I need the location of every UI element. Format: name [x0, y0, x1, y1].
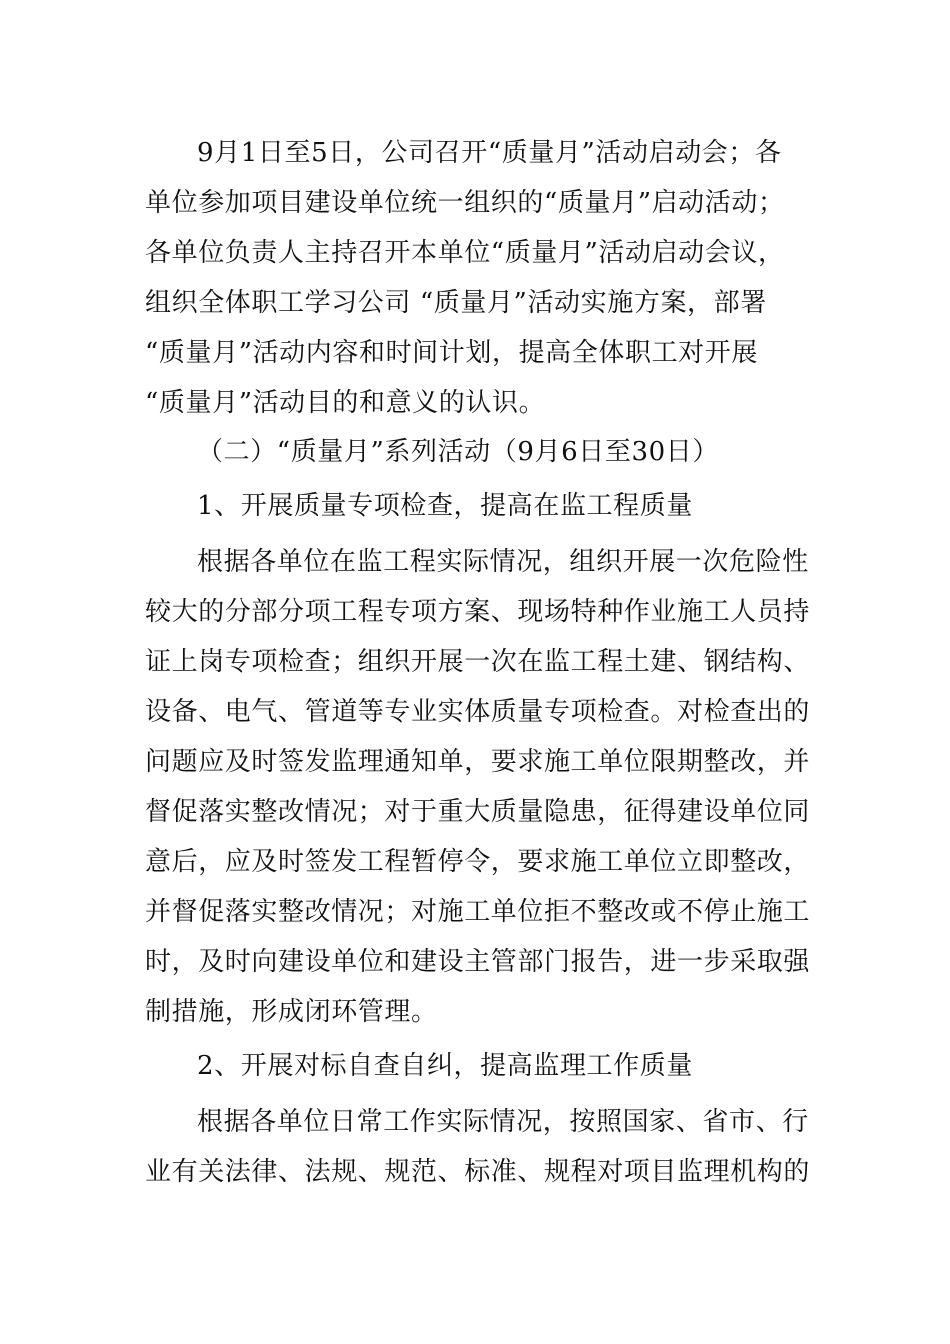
paragraph-1-line-6: “质量月”活动目的和意义的认识。 [145, 388, 546, 418]
paragraph-2-line-6: 督促落实整改情况；对于重大质量隐患，征得建设单位同 [145, 797, 811, 827]
paragraph-1-line-5: “质量月”活动内容和时间计划，提高全体职工对开展 [145, 338, 758, 368]
paragraph-3-line-2: 业有关法律、法规、规范、标准、规程对项目监理机构的 [145, 1157, 811, 1187]
paragraph-2-line-4: 设备、电气、管道等专业实体质量专项检查。对检查出的 [145, 697, 811, 727]
paragraph-1-line-3: 各单位负责人主持召开本单位“质量月”活动启动会议， [145, 238, 785, 268]
paragraph-2-line-8: 并督促落实整改情况；对施工单位拒不整改或不停止施工 [145, 897, 811, 927]
section-heading: （二）“质量月”系列活动（9月6日至30日） [197, 437, 719, 467]
paragraph-1-line-1: 9月1日至5日，公司召开“质量月”活动启动会；各 [197, 138, 782, 168]
paragraph-1-line-4: 组织全体职工学习公司 “质量月”活动实施方案，部署 [145, 288, 767, 318]
paragraph-1-line-2: 单位参加项目建设单位统一组织的“质量月”启动活动； [145, 188, 785, 218]
paragraph-2-line-9: 时，及时向建设单位和建设主管部门报告，进一步采取强 [145, 947, 811, 977]
paragraph-2-line-5: 问题应及时签发监理通知单，要求施工单位限期整改，并 [145, 747, 811, 777]
paragraph-2-line-3: 证上岗专项检查；组织开展一次在监工程土建、钢结构、 [145, 647, 811, 677]
paragraph-2-line-1: 根据各单位在监工程实际情况，组织开展一次危险性 [197, 547, 809, 577]
paragraph-2-line-7: 意后，应及时签发工程暂停令，要求施工单位立即整改， [145, 847, 811, 877]
paragraph-2-line-10: 制措施，形成闭环管理。 [145, 997, 438, 1027]
paragraph-3-line-1: 根据各单位日常工作实际情况，按照国家、省市、行 [197, 1107, 809, 1137]
paragraph-2-line-2: 较大的分部分项工程专项方案、现场特种作业施工人员持 [145, 597, 811, 627]
subheading-2: 2、开展对标自查自纠，提高监理工作质量 [197, 1051, 693, 1081]
subheading-1: 1、开展质量专项检查，提高在监工程质量 [197, 491, 693, 521]
